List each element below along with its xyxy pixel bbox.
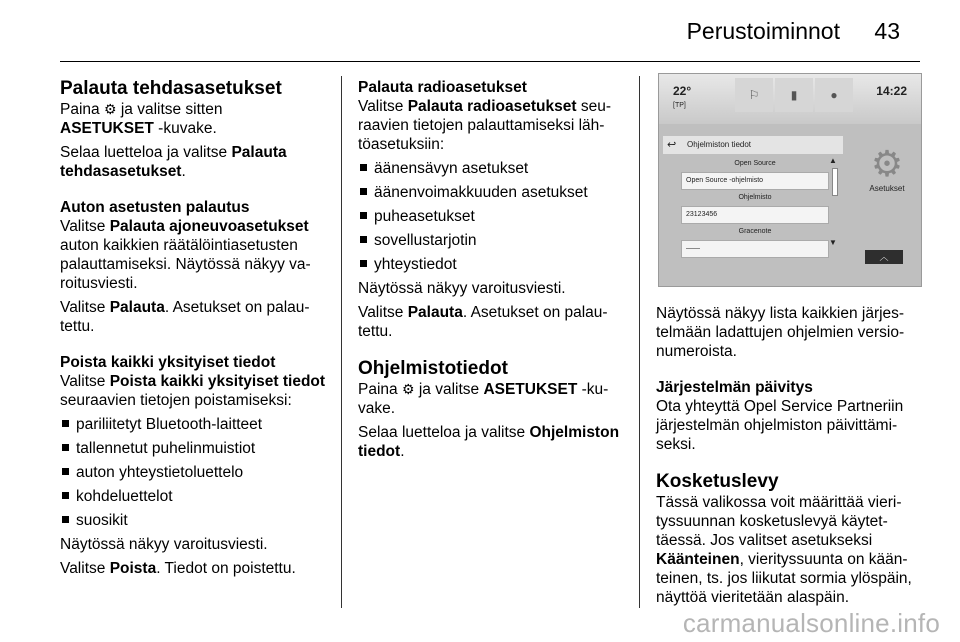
watermark: carmanualsonline.info [682, 608, 940, 638]
heading-clear-private-data: Poista kaikki yksityiset tiedot [60, 354, 276, 371]
paragraph: Näytössä näkyy varoitusviesti. [60, 536, 268, 553]
list-item: —— [681, 240, 829, 258]
chevron-up-icon: ▲ [829, 156, 837, 165]
paragraph: Valitse Palauta. Asetukset on palau-tettu. [60, 299, 310, 335]
chevron-up-icon: ︿ [865, 250, 903, 264]
navigation-icon: ⚐ [735, 78, 773, 112]
column-divider-2 [639, 76, 640, 608]
list-item: 23123456 [681, 206, 829, 224]
column-2 [358, 78, 628, 466]
paragraph: Näytössä näkyy varoitusviesti. [358, 280, 566, 297]
bullet-list [60, 415, 330, 530]
list-item: pariliitetyt Bluetooth-laitteet [60, 415, 330, 434]
temperature-readout: 22° [673, 84, 692, 98]
software-list [681, 156, 829, 258]
heading-touchpad: Kosketuslevy [656, 471, 779, 492]
infotainment-screenshot [658, 73, 922, 287]
tp-indicator: [TP] [673, 102, 686, 109]
paragraph: Näytössä näkyy lista kaikkien järjes-telmään ladattujen ohjelmien versio-numeroista. [656, 305, 905, 360]
gear-icon: ⚙ [103, 101, 117, 117]
paragraph: Paina ⚙ ja valitse sitten ASETUKSET -kuvake. [60, 101, 223, 137]
list-header: Ohjelmisto [738, 194, 772, 201]
paragraph: Valitse Poista. Tiedot on poistettu. [60, 560, 296, 577]
gear-icon: ⚙ [870, 143, 904, 184]
list-item: sovellustarjotin [358, 231, 628, 250]
heading-vehicle-reset: Auton asetusten palautus [60, 199, 250, 216]
settings-label: Asetukset [869, 184, 905, 193]
list-item: kohdeluettelot [60, 487, 330, 506]
paragraph: Valitse Palauta. Asetukset on palau-tettu. [358, 304, 608, 340]
paragraph: Valitse Palauta radioasetukset seu-raavien tietojen palauttamiseksi läh-töasetuksiin: [358, 98, 612, 153]
list-item: Open Source -ohjelmisto [681, 172, 829, 190]
bullet-list [358, 159, 628, 274]
paragraph: Tässä valikossa voit määrittää vieri-tyssuunnan kosketuslevyä käytet-täessä. Jos valitset asetukseksi Käänteinen, vierityssuunta on kään-teinen, ts. jos liikutat sormia ylöspäin, näyttöä vieritetään alaspäin. [656, 494, 912, 606]
scroll-thumb [832, 168, 838, 196]
list-item: tallennetut puhelinmuistiot [60, 439, 330, 458]
list-item: äänenvoimakkuuden asetukset [358, 183, 628, 202]
paragraph: Valitse Poista kaikki yksityiset tiedot seuraavien tietojen poistamiseksi: [60, 373, 326, 409]
screen-titlebar [663, 136, 843, 154]
list-header: Open Source [734, 160, 776, 167]
list-header: Gracenote [738, 228, 772, 235]
page-header-title: Perustoiminnot [686, 18, 840, 44]
heading-radio-reset: Palauta radioasetukset [358, 79, 527, 96]
chevron-down-icon: ▼ [829, 238, 837, 247]
paragraph: Paina ⚙ ja valitse ASETUKSET -ku-vake. [358, 381, 609, 417]
page-number: 43 [874, 18, 900, 44]
list-item: äänensävyn asetukset [358, 159, 628, 178]
paragraph: Selaa luetteloa ja valitse Ohjelmiston tiedot. [358, 424, 620, 460]
list-item: puheasetukset [358, 207, 628, 226]
list-item: auton yhteystietoluettelo [60, 463, 330, 482]
list-item: yhteystiedot [358, 255, 628, 274]
heading-software-info: Ohjelmistotiedot [358, 358, 508, 379]
paragraph: Valitse Palauta ajoneuvoasetukset auton kaikkien räätälöintiasetusten palauttamiseksi. Näytössä näkyy va-roitusviesti. [60, 218, 311, 292]
paragraph: Selaa luetteloa ja valitse Palauta tehdasasetukset. [60, 144, 287, 180]
heading-factory-reset: Palauta tehdasasetukset [60, 78, 282, 99]
screen-title: Ohjelmiston tiedot [687, 140, 752, 149]
list-item: suosikit [60, 511, 330, 530]
column-divider-1 [341, 76, 342, 608]
back-arrow-icon: ↩ [667, 139, 677, 151]
paragraph: Ota yhteyttä Opel Service Partneriin järjestelmän ohjelmiston päivittämi-seksi. [656, 398, 904, 453]
scrollbar [831, 156, 837, 248]
clock: 14:22 [876, 84, 907, 98]
phone-icon: ▮ [775, 78, 813, 112]
settings-shortcut [857, 144, 917, 193]
column-1 [60, 78, 330, 583]
app-tabs [735, 78, 853, 112]
column-3 [656, 304, 924, 612]
info-icon: ● [815, 78, 853, 112]
header-rule [60, 61, 920, 62]
gear-icon: ⚙ [401, 381, 415, 397]
heading-system-update: Järjestelmän päivitys [656, 379, 813, 396]
